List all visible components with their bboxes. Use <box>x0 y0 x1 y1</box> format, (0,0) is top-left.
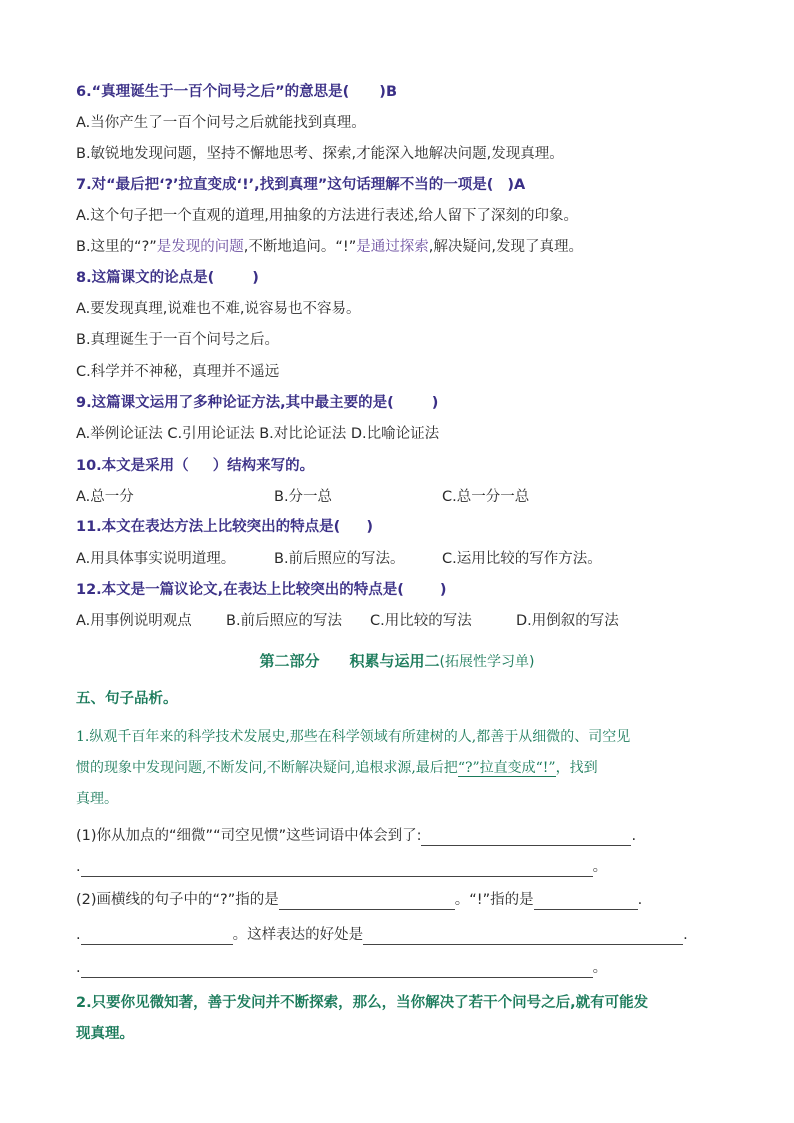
q10-stem-text: 10.本文是采用（ <box>76 458 189 474</box>
q8-stem-text: 8.这篇课文的论点是( <box>76 270 215 286</box>
q9-stem <box>76 393 438 413</box>
q10-option-b: B.分一总 <box>274 489 333 505</box>
p1-line2 <box>76 758 598 778</box>
sq2-dot: . <box>637 892 643 908</box>
q7-option-b <box>76 237 583 257</box>
p1-line2-pre: 惯的现象中发现问题,不断发问,不断解决疑问,追根求源,最后把 <box>76 760 458 776</box>
q7-stem <box>76 175 525 195</box>
sq2-text-b: 。“!”指的是 <box>454 892 534 908</box>
q10-close: ）结构来写的。 <box>212 458 315 474</box>
q9-close: ) <box>431 395 439 411</box>
sq2-cont <box>76 925 688 945</box>
q6-stem-text: 6.“真理诞生于一百个问号之后”的意思是( <box>76 84 350 100</box>
q7-b-mid3: 是通过探索 <box>356 239 429 255</box>
q12-option-b: B.前后照应的写法 <box>226 613 343 629</box>
q7-option-a: A.这个句子把一个直观的道理,用抽象的方法进行表述,给人留下了深刻的印象。 <box>76 208 578 224</box>
part2-title-text: 第二部分 积累与运用二 <box>259 652 440 670</box>
q10-option-a: A.总一分 <box>76 489 134 505</box>
q10-stem <box>76 456 314 476</box>
sq2-question-blank[interactable] <box>279 895 455 910</box>
q6-answer: B <box>385 84 397 100</box>
sq1-cont <box>76 857 607 877</box>
q6-stem <box>76 82 397 102</box>
q7-answer: A <box>514 177 526 193</box>
q12-stem-text: 12.本文是一篇议论文,在表达上比较突出的特点是( <box>76 582 404 598</box>
sq2-cont2 <box>76 958 607 978</box>
part2-subtitle: (拓展性学习单) <box>439 654 535 670</box>
q9-options: A.举例论证法 C.引用论证法 B.对比论证法 D.比喻论证法 <box>76 426 440 442</box>
sq2-benefit-blank-2[interactable] <box>81 963 593 978</box>
sq1-answer-blank-2[interactable] <box>81 862 593 877</box>
q11-option-b: B.前后照应的写法。 <box>274 551 405 567</box>
q7-stem-text: 7.对“最后把‘?’拉直变成‘!’,找到真理”这句话理解不当的一项是( <box>76 177 494 193</box>
sq2-period: 。 <box>592 960 608 976</box>
q12-option-c: C.用比较的写法 <box>370 613 472 629</box>
q11-option-c: C.运用比较的写作方法。 <box>442 551 602 567</box>
sq2-cont2-dot: . <box>76 960 81 976</box>
q6-option-a: A.当你产生了一百个问号之后就能找到真理。 <box>76 115 366 131</box>
q7-close: ) <box>507 177 514 193</box>
q8-close: ) <box>252 270 259 286</box>
sq2-text-c: 。这样表达的好处是 <box>232 927 364 943</box>
q12-option-d: D.用倒叙的写法 <box>516 613 619 629</box>
q7-b-pre: B.这里的“?” <box>76 239 157 255</box>
sq2 <box>76 890 642 910</box>
p1-line2-post: ，找到 <box>555 760 598 776</box>
sq2-text-a: (2)画横线的句子中的“?”指的是 <box>76 892 279 908</box>
q11-option-a: A.用具体事实说明道理。 <box>76 551 236 567</box>
q11-stem-text: 11.本文在表达方法上比较突出的特点是( <box>76 519 341 535</box>
sq1 <box>76 826 636 846</box>
q7-b-post: ,解决疑问,发现了真理。 <box>428 239 583 255</box>
q8-option-a: A.要发现真理,说难也不难,说容易也不容易。 <box>76 301 361 317</box>
sq2-dot-2: . <box>683 927 688 943</box>
sq1-text: (1)你从加点的“细微”“司空见惯”这些词语中体会到了: <box>76 828 422 844</box>
p1-underlined-phrase: “?”拉直变成“!” <box>457 760 556 776</box>
p2-line1: 2.只要你见微知著，善于发问并不断探索，那么，当你解决了若干个问号之后,就有可能发 <box>76 995 649 1011</box>
sq1-cont-dot: . <box>76 859 81 875</box>
q11-close: ) <box>366 519 373 535</box>
q6-close: ) <box>379 84 386 100</box>
part2-title <box>0 650 794 671</box>
section5-heading: 五、句子品析。 <box>76 691 178 707</box>
sq1-period: 。 <box>592 859 608 875</box>
sq2-exclaim-blank[interactable] <box>534 895 638 910</box>
q12-option-a: A.用事例说明观点 <box>76 613 192 629</box>
p1-line3: 真理。 <box>76 791 118 807</box>
sq1-dot: . <box>631 828 637 844</box>
sq2-cont-dot: . <box>76 927 81 943</box>
p1-line1: 1.纵观千百年来的科学技术发展史,那些在科学领域有所建树的人,都善于从细微的、司空见 <box>76 729 631 745</box>
q7-b-mid1: 是发现的问题 <box>156 239 244 255</box>
p2-line2: 现真理。 <box>76 1026 134 1042</box>
q7-b-mid2: ,不断地追问。“!” <box>243 239 357 255</box>
q8-stem <box>76 268 259 288</box>
sq2-exclaim-blank-2[interactable] <box>81 930 233 945</box>
q8-option-b: B.真理诞生于一百个问号之后。 <box>76 332 280 348</box>
sq1-answer-blank[interactable] <box>421 831 631 846</box>
q9-stem-text: 9.这篇课文运用了多种论证方法,其中最主要的是( <box>76 395 394 411</box>
sq2-benefit-blank[interactable] <box>363 930 683 945</box>
q6-option-b: B.敏锐地发现问题，坚持不懈地思考、探索,才能深入地解决问题,发现真理。 <box>76 146 564 162</box>
q12-stem <box>76 580 446 600</box>
q12-close: ) <box>439 582 447 598</box>
q11-stem <box>76 517 373 537</box>
q8-option-c: C.科学并不神秘，真理并不遥远 <box>76 364 280 380</box>
q10-option-c: C.总一分一总 <box>442 489 530 505</box>
